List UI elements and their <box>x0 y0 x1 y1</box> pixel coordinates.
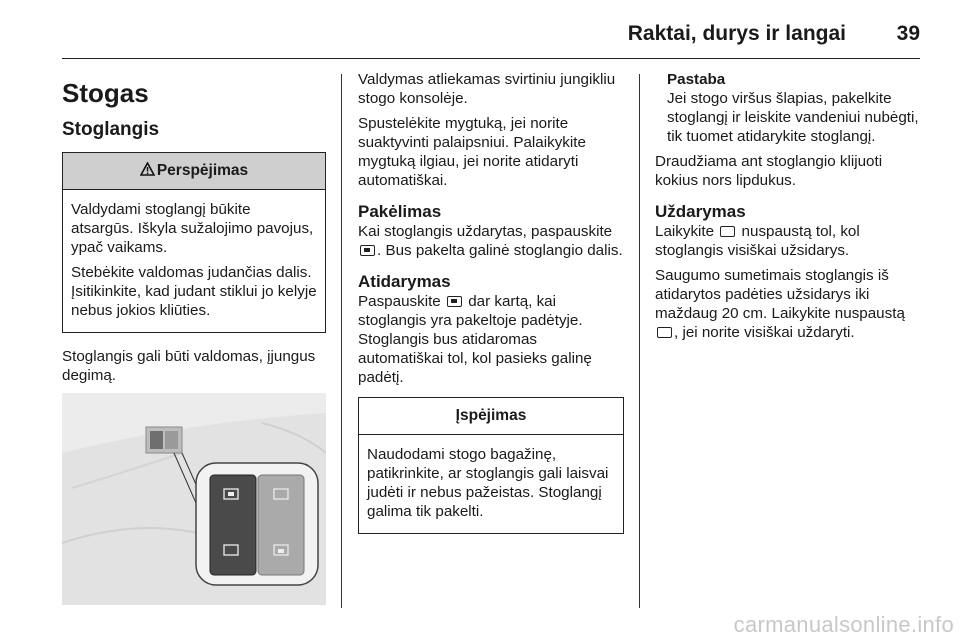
close-button-icon <box>657 327 672 338</box>
watermark: carmanualsonline.info <box>733 612 954 637</box>
caution-box <box>358 397 624 534</box>
safety-paragraph: Saugumo sumetimais stoglangis iš atidarytos padėties užsidarys iki maždaug 20 cm. Laikykite nuspaustą , jei norite visiškai uždaryti. <box>655 267 905 341</box>
atidarymas-paragraph: Paspauskite dar kartą, kai stoglangis yra pakeltoje padėtyje. Stoglangis bus atidaromas automatiškai tol, kol pasieks galinę padėtį. <box>358 293 592 386</box>
subsection-heading: Stoglangis <box>62 119 160 140</box>
note-title: Pastaba <box>667 71 726 88</box>
warning-paragraph-2: Stebėkite valdomas judančias dalis. Įsitikinkite, kad judant stiklui jo kelyje nebus jokios kliūties. <box>71 264 317 319</box>
warning-paragraph-1: Valdydami stoglangį būkite atsargūs. Iškyla sužalojimo pavojus, ypač vaikams. <box>71 201 314 256</box>
section-heading: Stogas <box>62 78 149 108</box>
pakelimas-heading: Pakėlimas <box>358 202 442 221</box>
uzdarymas-heading: Uždarymas <box>655 202 746 221</box>
atidarymas-heading: Atidarymas <box>358 272 451 291</box>
warning-box-header <box>63 153 325 190</box>
note-text: Jei stogo viršus šlapias, pakelkite stoglangį ir leiskite vandeniui nubėgti, tik tuomet atidarykite stoglangį. <box>667 90 919 145</box>
uzdarymas-paragraph: Laikykite nuspaustą tol, kol stoglangis visiškai užsidarys. <box>655 223 860 259</box>
note-block <box>655 70 925 146</box>
tilt-button-icon <box>360 245 375 256</box>
column-1 <box>62 70 326 605</box>
column-3 <box>655 70 925 348</box>
caution-box-header: Įspėjimas <box>359 398 623 435</box>
column-divider-1 <box>341 74 342 608</box>
warning-box <box>62 152 326 333</box>
intro-paragraph: Valdymas atliekamas svirtiniu jungikliu stogo konsolėje. <box>358 71 616 107</box>
pakelimas-paragraph: Kai stoglangis uždarytas, paspauskite . Bus pakelta galinė stoglangio dalis. <box>358 223 623 259</box>
page-number: 39 <box>896 22 920 45</box>
roof-console-switch-illustration <box>62 393 326 605</box>
operation-paragraph: Spustelėkite mygtuką, jei norite suaktyvinti palaipsniui. Palaikykite mygtuką ilgiau, jei norite atidaryti automatiškai. <box>358 115 586 189</box>
close-button-icon <box>720 226 735 237</box>
warning-triangle-icon <box>140 153 155 189</box>
chapter-title: Raktai, durys ir langai <box>627 22 846 45</box>
column-divider-2 <box>639 74 640 608</box>
page-header <box>62 14 920 59</box>
column-2 <box>358 70 624 534</box>
sticker-paragraph: Draudžiama ant stoglangio klijuoti kokius nors lipdukus. <box>655 153 883 189</box>
tilt-button-icon <box>447 296 462 307</box>
ignition-paragraph: Stoglangis gali būti valdomas, įjungus degimą. <box>62 348 316 384</box>
caution-paragraph: Naudodami stogo bagažinę, patikrinkite, ar stoglangis gali laisvai judėti ir nebus pažeistas. Stoglangį galima tik pakelti. <box>367 446 609 520</box>
warning-box-title: Perspėjimas <box>156 162 249 179</box>
